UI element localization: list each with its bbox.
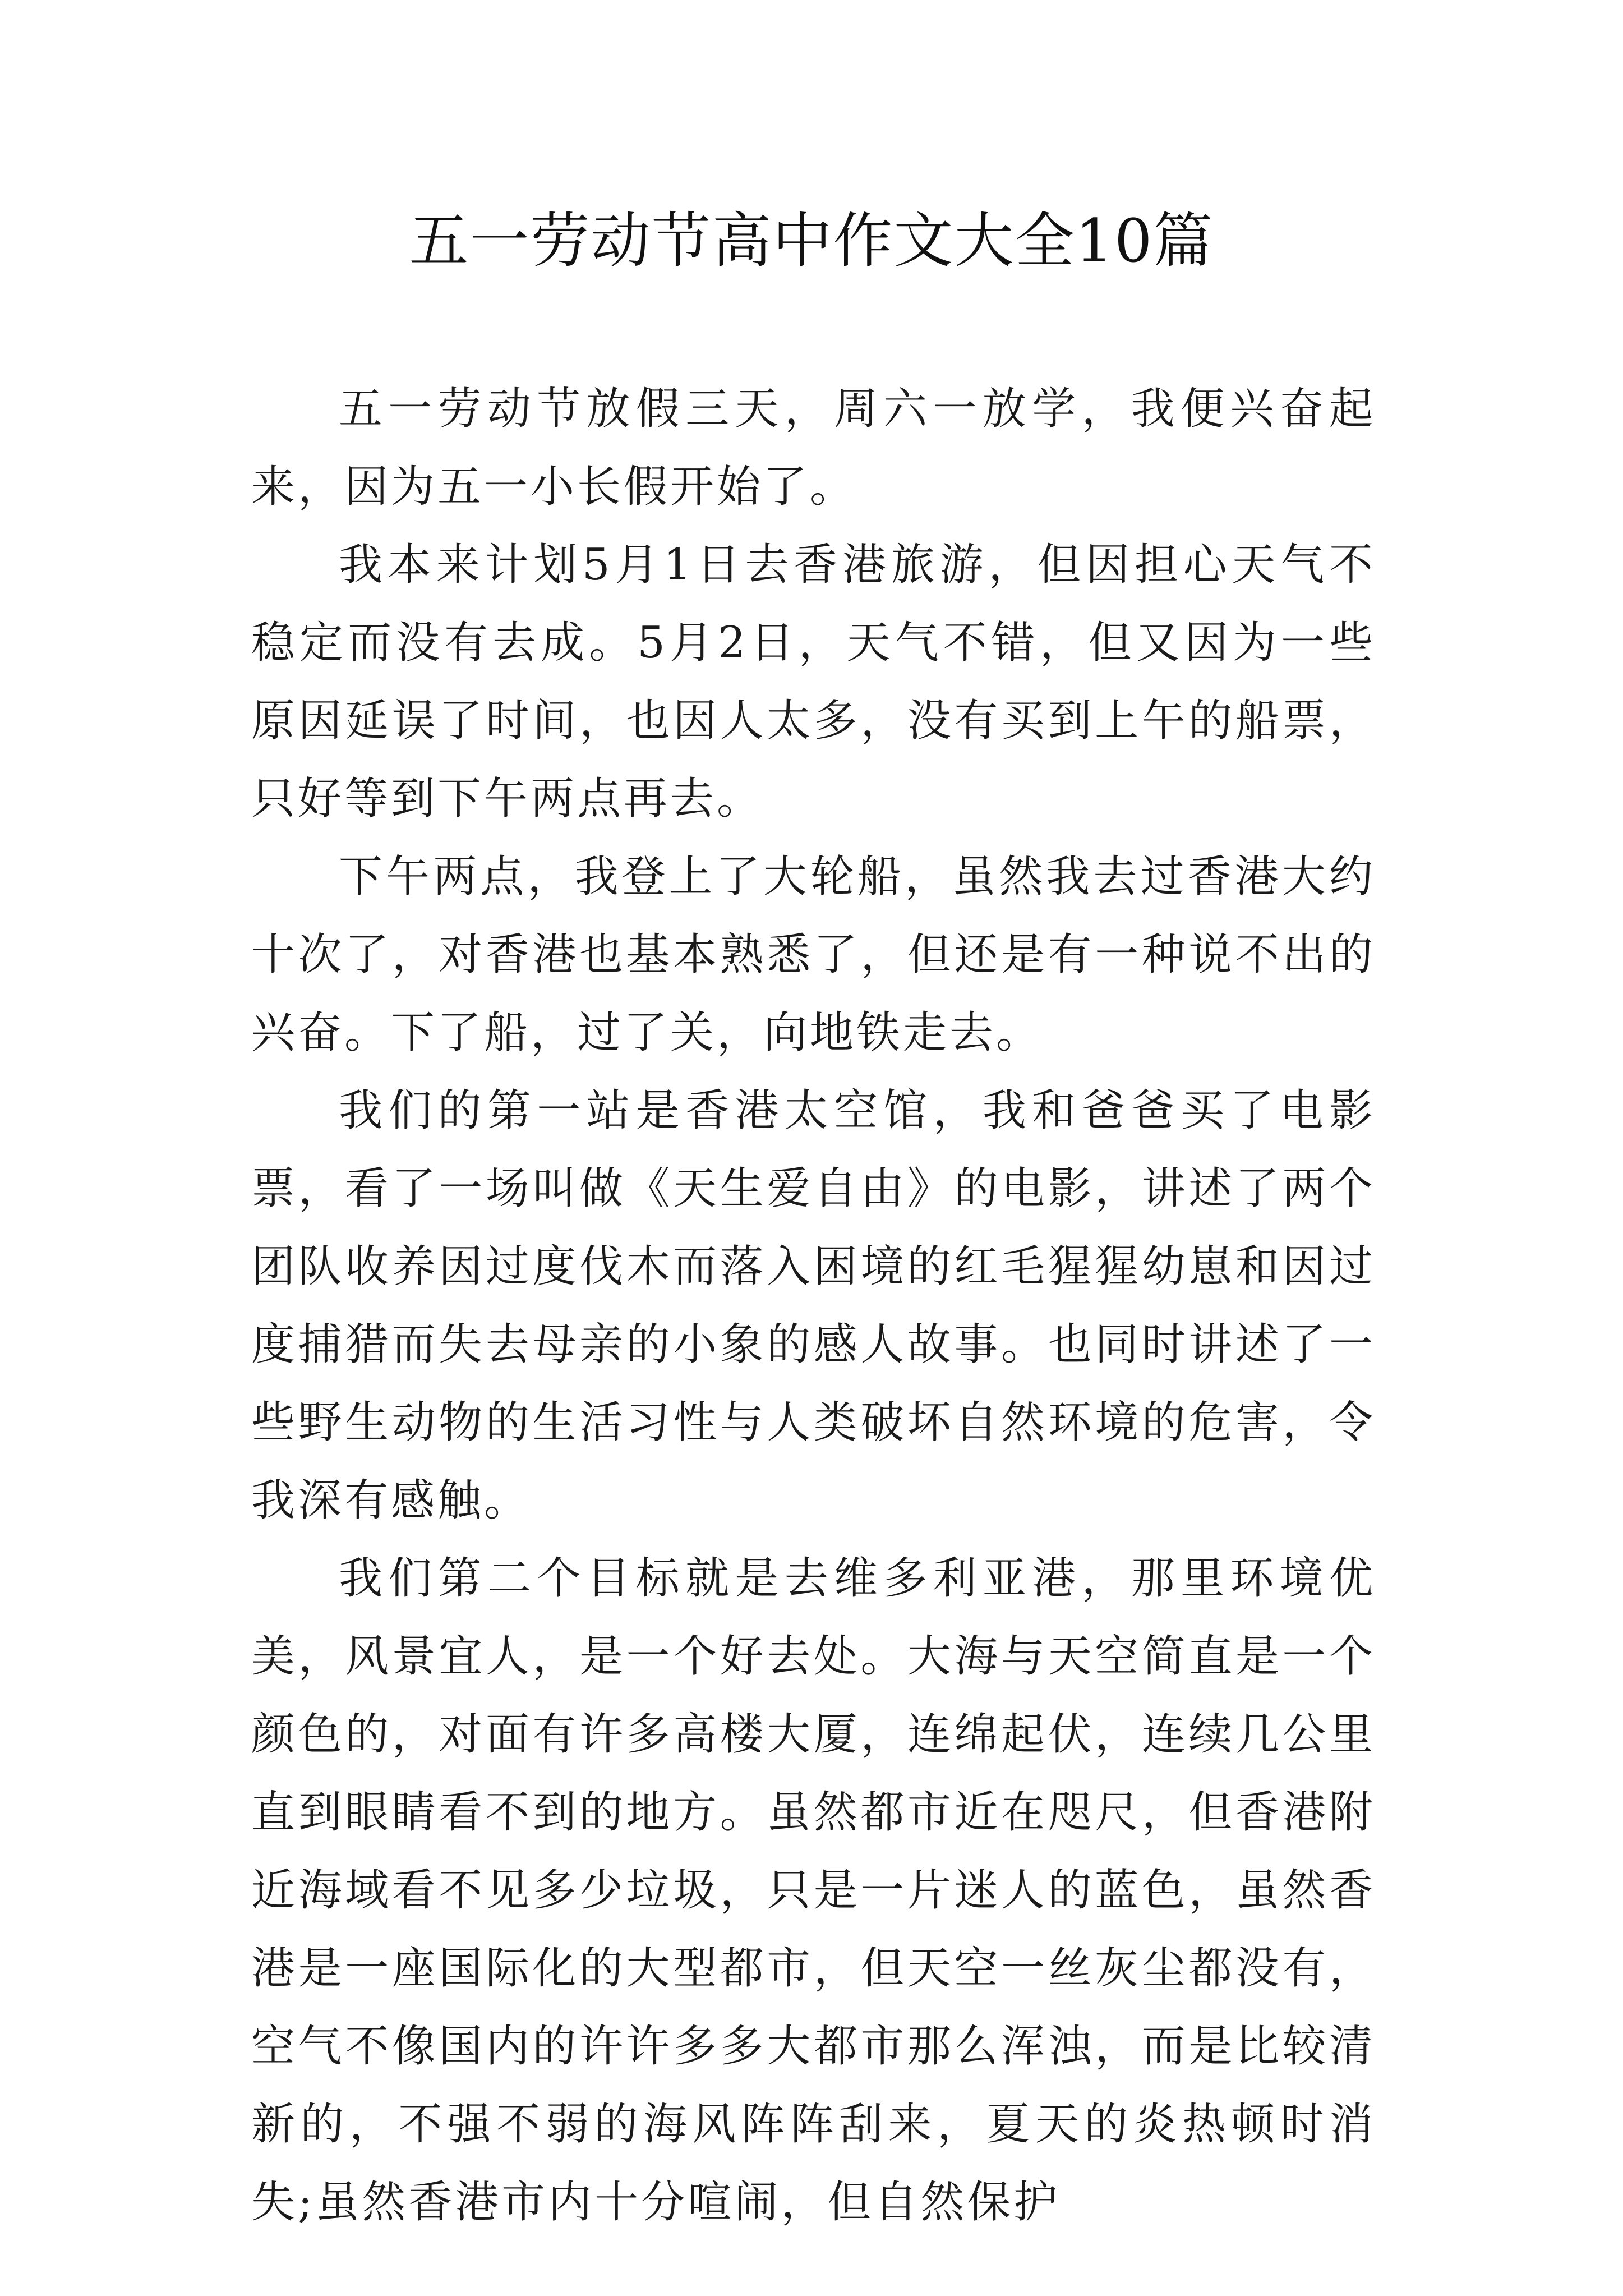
paragraph: 五一劳动节放假三天，周六一放学，我便兴奋起来，因为五一小长假开始了。 (251, 384, 1376, 512)
paragraph: 我本来计划5月1日去香港旅游，但因担心天气不稳定而没有去成。5月2日，天气不错，但又因为一些原因延误了时间，也因人太多，没有买到上午的船票，只好等到下午两点再去。 (251, 540, 1376, 824)
paragraph: 我们的第一站是香港太空馆，我和爸爸买了电影票，看了一场叫做《天生爱自由》的电影，讲述了两个团队收养因过度伐木而落入困境的红毛猩猩幼崽和因过度捕猎而失去母亲的小象的感人故事。也同时讲述了一些野生动物的生活习性与人类破坏自然环境的危害，令我深有感触。 (251, 1085, 1376, 1526)
document-body (251, 370, 1376, 2242)
document-title: 五一劳动节高中作文大全10篇 (409, 206, 1214, 275)
paragraph: 我们第二个目标就是去维多利亚港，那里环境优美，风景宜人，是一个好去处。大海与天空简直是一个颜色的，对面有许多高楼大厦，连绵起伏，连续几公里直到眼睛看不到的地方。虽然都市近在咫尺，但香港附近海域看不见多少垃圾，只是一片迷人的蓝色，虽然香港是一座国际化的大型都市，但天空一丝灰尘都没有，空气不像国内的许许多多大都市那么浑浊，而是比较清新的，不强不弱的海风阵阵刮来，夏天的炎热顿时消失;虽然香港市内十分喧闹，但自然保护 (251, 1553, 1376, 2228)
paragraph: 下午两点，我登上了大轮船，虽然我去过香港大约十次了，对香港也基本熟悉了，但还是有一种说不出的兴奋。下了船，过了关，向地铁走去。 (251, 852, 1376, 1058)
